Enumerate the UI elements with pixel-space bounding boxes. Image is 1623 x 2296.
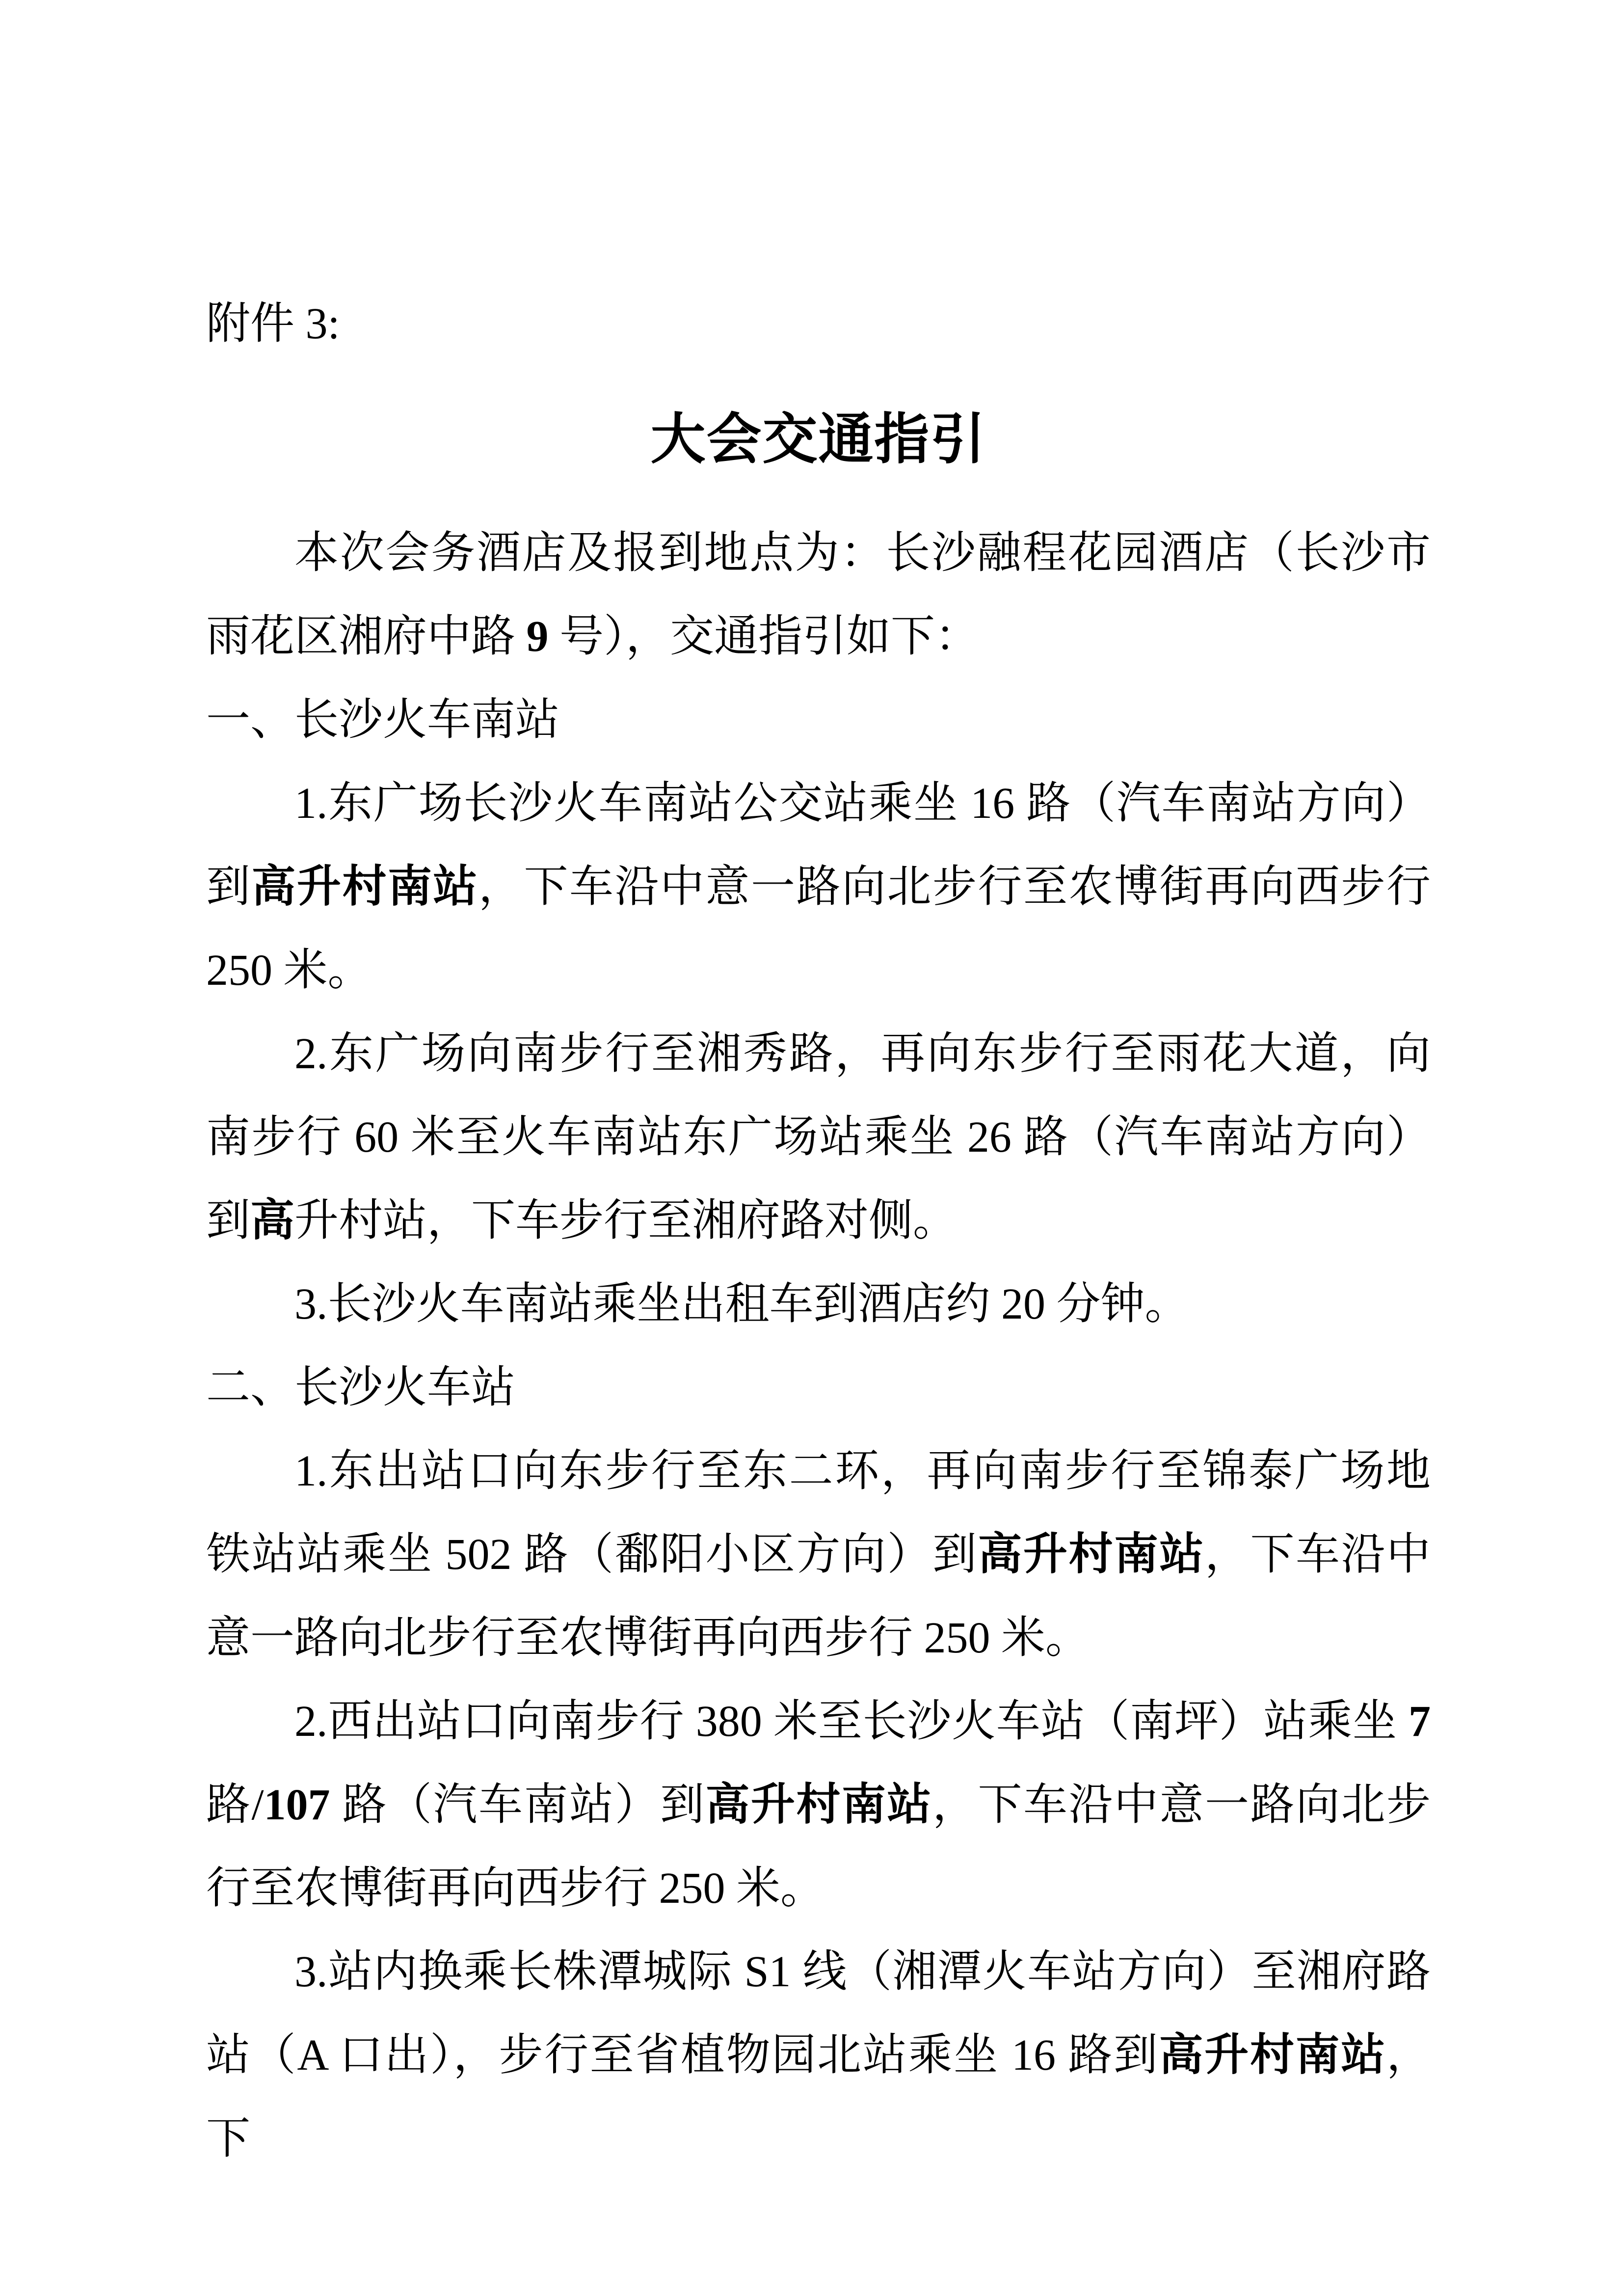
emphasized-text-run: 9 (526, 612, 549, 661)
document-title: 大会交通指引 (650, 409, 986, 470)
body-paragraph (206, 1012, 1431, 1263)
text-run: 1.东广场长沙火车南站公交站乘坐 16 路（汽车南站方向）到 (206, 779, 1431, 911)
text-run: 3.站内换乘长株潭城际 S1 线（湘潭火车站方向）至湘府路站（A 口出），步行至省植物园北站乘坐 16 路到 (206, 1947, 1431, 2080)
emphasized-text-run: 107 (264, 1781, 330, 1829)
body-paragraph (206, 762, 1431, 1012)
text-run: 路/ (206, 1781, 264, 1829)
text-run: 3.长沙火车南站乘坐出租车到酒店约 20 分钟。 (294, 1280, 1189, 1328)
body-paragraph (206, 1680, 1431, 1930)
attachment-label: 附件 3: (206, 299, 340, 348)
text-run: 路（汽车南站）到 (330, 1781, 706, 1829)
section-heading (206, 678, 1431, 762)
text-run: 本次会务酒店及报到地点为：长沙融程花园酒店（长沙市雨花区湘府中路 (206, 529, 1431, 661)
text-run: 升村站，下车步行至湘府路对侧。 (294, 1196, 957, 1245)
body-paragraph (206, 512, 1431, 678)
body-paragraph (206, 1930, 1431, 2181)
body-paragraph (206, 1263, 1431, 1346)
text-run: ，下车沿中意一路向北步行至农博街再向西步行 250 米。 (206, 1781, 1431, 1913)
emphasized-text-run: 高升村南站 (251, 863, 479, 911)
text-run: 号），交通指引如下： (548, 612, 979, 661)
text-run: 一、长沙火车南站 (206, 696, 559, 744)
emphasized-text-run: 高升村南站 (1159, 2031, 1386, 2080)
document-body (206, 512, 1431, 2181)
text-run: ，下车沿中意一路向北步行至农博街再向西步行 250 米。 (206, 863, 1431, 995)
text-run: ，下车沿中意一路向北步行至农博街再向西步行 250 米。 (206, 1530, 1431, 1662)
text-run: 1.东出站口向东步行至东二环，再向南步行至锦泰广场地铁站站乘坐 502 路（鄱阳小区方向）到 (206, 1447, 1431, 1579)
text-run: ，下 (206, 2031, 1431, 2163)
text-run: 2.西出站口向南步行 380 米至长沙火车站（南坪）站乘坐 (294, 1697, 1409, 1746)
emphasized-text-run: 高升村南站 (978, 1530, 1205, 1579)
text-run: 二、长沙火车站 (206, 1363, 515, 1412)
emphasized-text-run: 高升村南站 (705, 1781, 933, 1829)
body-paragraph (206, 1430, 1431, 1680)
emphasized-text-run: 7 (1409, 1697, 1431, 1746)
section-heading (206, 1346, 1431, 1430)
emphasized-text-run: 高 (250, 1196, 294, 1245)
text-run: 2.东广场向南步行至湘秀路，再向东步行至雨花大道，向南步行 60 米至火车南站东广场站乘坐 26 路（汽车南站方向）到 (206, 1029, 1431, 1245)
